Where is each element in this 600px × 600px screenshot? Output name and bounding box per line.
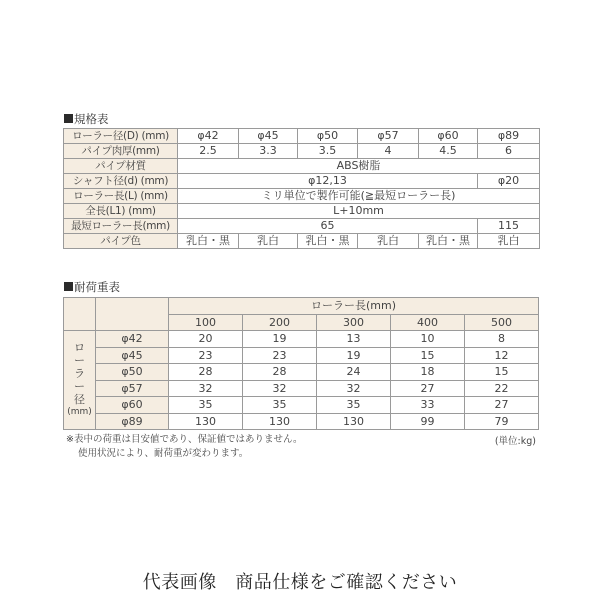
column-header: 200 xyxy=(243,314,317,331)
unit-label: (単位:kg) xyxy=(494,436,536,447)
table-row xyxy=(64,380,539,397)
table-cell: 19 xyxy=(243,331,317,348)
row-label: φ57 xyxy=(96,380,169,397)
spec-table xyxy=(63,128,540,249)
table-cell: 18 xyxy=(391,364,465,381)
table-cell: 4 xyxy=(358,144,419,159)
table-cell: 乳白 xyxy=(478,234,540,249)
table-cell: φ12,13 xyxy=(178,174,478,189)
table-cell: 8 xyxy=(465,331,539,348)
table-cell: 28 xyxy=(243,364,317,381)
table-cell: 乳白・黒 xyxy=(298,234,358,249)
table-cell: ミリ単位で製作可能(≧最短ローラー長) xyxy=(178,189,540,204)
table-cell: L+10mm xyxy=(178,204,540,219)
table-cell: 22 xyxy=(465,380,539,397)
table-cell: 27 xyxy=(391,380,465,397)
table-cell: φ57 xyxy=(358,129,419,144)
table-cell: 99 xyxy=(391,413,465,430)
table-row xyxy=(64,397,539,414)
image-caption: 代表画像 商品仕様をご確認ください xyxy=(142,572,458,593)
table-row xyxy=(64,364,539,381)
corner-cell xyxy=(64,298,96,331)
table-cell: 12 xyxy=(465,347,539,364)
row-label: シャフト径(d) (mm) xyxy=(64,174,178,189)
row-label: φ42 xyxy=(96,331,169,348)
table-row xyxy=(64,219,540,234)
column-group-header: ローラー長(mm) xyxy=(169,298,539,315)
table-cell: 15 xyxy=(465,364,539,381)
spec-table-title: 規格表 xyxy=(64,111,109,127)
load-note-line-1: ※表中の荷重は目安値であり、保証値ではありません。 xyxy=(66,434,303,445)
table-cell: 65 xyxy=(178,219,478,234)
table-cell: 2.5 xyxy=(178,144,239,159)
row-label: φ89 xyxy=(96,413,169,430)
table-cell: 28 xyxy=(169,364,243,381)
table-cell: 27 xyxy=(465,397,539,414)
table-cell: ABS樹脂 xyxy=(178,159,540,174)
table-row xyxy=(64,129,540,144)
load-table-title: 耐荷重表 xyxy=(64,279,120,295)
table-cell: 13 xyxy=(317,331,391,348)
table-header-row xyxy=(64,298,539,315)
table-cell: 4.5 xyxy=(419,144,478,159)
table-cell: 130 xyxy=(317,413,391,430)
table-cell: 20 xyxy=(169,331,243,348)
table-row xyxy=(64,347,539,364)
table-cell: 乳白 xyxy=(239,234,298,249)
table-cell: 35 xyxy=(317,397,391,414)
row-label: パイプ肉厚(mm) xyxy=(64,144,178,159)
column-header: 400 xyxy=(391,314,465,331)
row-group-header: ロ ー ラ ー 径 (mm) xyxy=(64,331,96,430)
table-cell: 23 xyxy=(169,347,243,364)
row-label: ローラー長(L) (mm) xyxy=(64,189,178,204)
load-table xyxy=(63,297,539,430)
table-cell: 3.5 xyxy=(298,144,358,159)
table-cell: 乳白・黒 xyxy=(178,234,239,249)
load-note-line-2: 使用状況により、耐荷重が変わります。 xyxy=(78,448,249,459)
table-cell: 乳白・黒 xyxy=(419,234,478,249)
row-label: φ50 xyxy=(96,364,169,381)
table-cell: 79 xyxy=(465,413,539,430)
table-cell: φ20 xyxy=(478,174,540,189)
square-bullet-icon xyxy=(64,114,73,123)
table-cell: φ60 xyxy=(419,129,478,144)
table-cell: 15 xyxy=(391,347,465,364)
column-header: 500 xyxy=(465,314,539,331)
column-header: 300 xyxy=(317,314,391,331)
table-cell: 32 xyxy=(317,380,391,397)
table-row xyxy=(64,413,539,430)
table-cell: φ89 xyxy=(478,129,540,144)
table-row xyxy=(64,144,540,159)
table-cell: 130 xyxy=(243,413,317,430)
row-label: パイプ材質 xyxy=(64,159,178,174)
row-label: 最短ローラー長(mm) xyxy=(64,219,178,234)
row-label: φ45 xyxy=(96,347,169,364)
table-cell: φ45 xyxy=(239,129,298,144)
column-header: 100 xyxy=(169,314,243,331)
table-cell: 19 xyxy=(317,347,391,364)
table-row xyxy=(64,331,539,348)
table-row xyxy=(64,159,540,174)
row-label: ローラー径(D) (mm) xyxy=(64,129,178,144)
table-cell: 35 xyxy=(169,397,243,414)
table-cell: 24 xyxy=(317,364,391,381)
table-row xyxy=(64,174,540,189)
table-cell: 6 xyxy=(478,144,540,159)
table-cell: 32 xyxy=(243,380,317,397)
row-label: φ60 xyxy=(96,397,169,414)
row-label: 全長(L1) (mm) xyxy=(64,204,178,219)
row-label: パイプ色 xyxy=(64,234,178,249)
table-row xyxy=(64,204,540,219)
table-cell: 3.3 xyxy=(239,144,298,159)
table-cell: 33 xyxy=(391,397,465,414)
corner-cell xyxy=(96,298,169,331)
square-bullet-icon xyxy=(64,282,73,291)
table-cell: 乳白 xyxy=(358,234,419,249)
table-cell: φ50 xyxy=(298,129,358,144)
table-cell: 23 xyxy=(243,347,317,364)
table-cell: 115 xyxy=(478,219,540,234)
table-row xyxy=(64,189,540,204)
table-cell: 130 xyxy=(169,413,243,430)
table-cell: 32 xyxy=(169,380,243,397)
table-row xyxy=(64,234,540,249)
table-cell: 10 xyxy=(391,331,465,348)
table-cell: 35 xyxy=(243,397,317,414)
table-cell: φ42 xyxy=(178,129,239,144)
